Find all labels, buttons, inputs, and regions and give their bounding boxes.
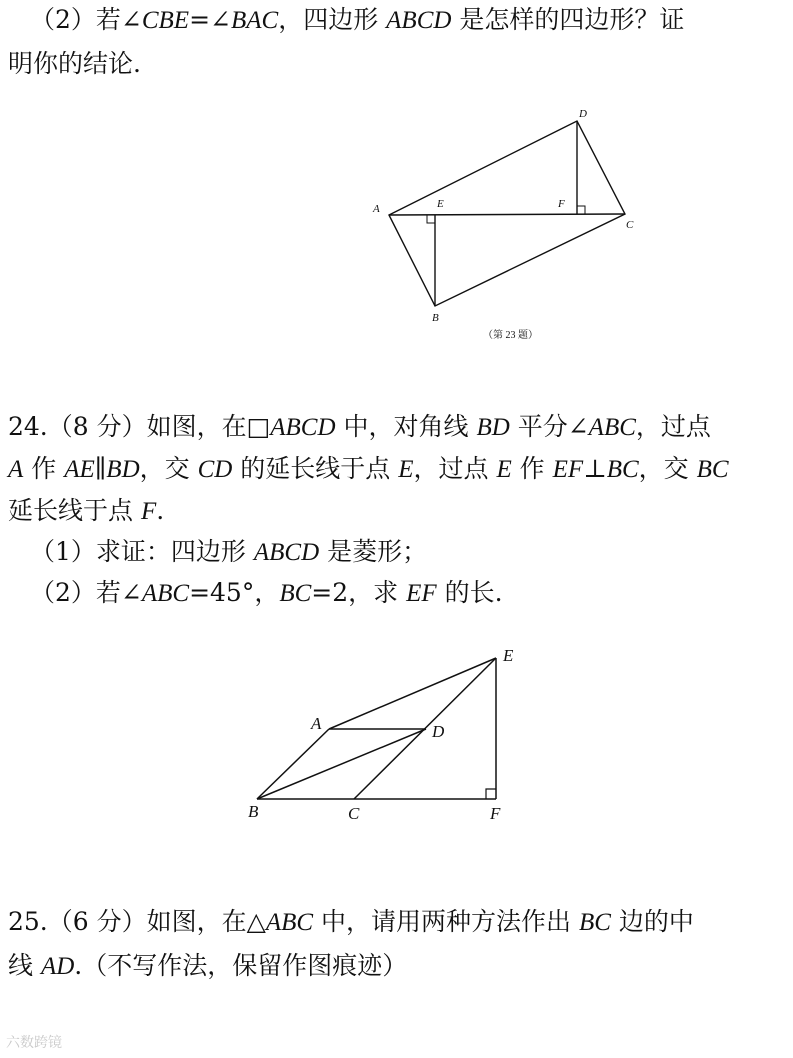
fig24-segment-bd bbox=[257, 729, 426, 799]
fig24-label-b: B bbox=[248, 802, 259, 821]
q25-line1: 25.（6 分）如图，在△ABC 中，请用两种方法作出 BC 边的中 bbox=[8, 907, 694, 936]
q24-line2: A 作 AE∥BD，交 CD 的延长线于点 E，过点 E 作 EF⊥BC，交 BC bbox=[8, 454, 729, 483]
q23-part2-line1: （2）若∠CBE=∠BAC，四边形 ABCD 是怎样的四边形？证 bbox=[30, 5, 685, 34]
q25-line2: 线 AD.（不写作法，保留作图痕迹） bbox=[8, 951, 408, 980]
watermark: 六数跨镜 bbox=[6, 1035, 62, 1051]
fig24-segment-ae bbox=[329, 658, 496, 729]
q24-line1: 24.（8 分）如图，在□ABCD 中，对角线 BD 平分∠ABC，过点 bbox=[8, 412, 711, 441]
fig24-label-a: A bbox=[311, 714, 322, 733]
fig23-label-e: E bbox=[437, 198, 444, 210]
fig23-label-d: D bbox=[579, 108, 587, 120]
q24-part2: （2）若∠ABC=45°，BC=2，求 EF 的长. bbox=[30, 578, 503, 607]
fig24-label-e: E bbox=[503, 646, 514, 665]
fig23-label-a: A bbox=[373, 203, 380, 215]
fig24-label-c: C bbox=[348, 804, 360, 823]
fig24-right-angle-f bbox=[486, 789, 496, 799]
q23-part2-line2: 明你的结论. bbox=[8, 49, 141, 78]
q24-line3: 延长线于点 F. bbox=[8, 496, 165, 525]
fig23-caption: （第 23 题） bbox=[483, 330, 538, 341]
fig23-label-f: F bbox=[558, 198, 565, 210]
fig24-label-d: D bbox=[432, 722, 445, 741]
fig23-label-b: B bbox=[432, 312, 439, 324]
q24-part1: （1）求证：四边形 ABCD 是菱形； bbox=[30, 537, 428, 566]
fig24-label-f: F bbox=[490, 804, 501, 823]
fig23-label-c: C bbox=[626, 219, 634, 231]
fig24-segment-ba bbox=[257, 729, 329, 799]
